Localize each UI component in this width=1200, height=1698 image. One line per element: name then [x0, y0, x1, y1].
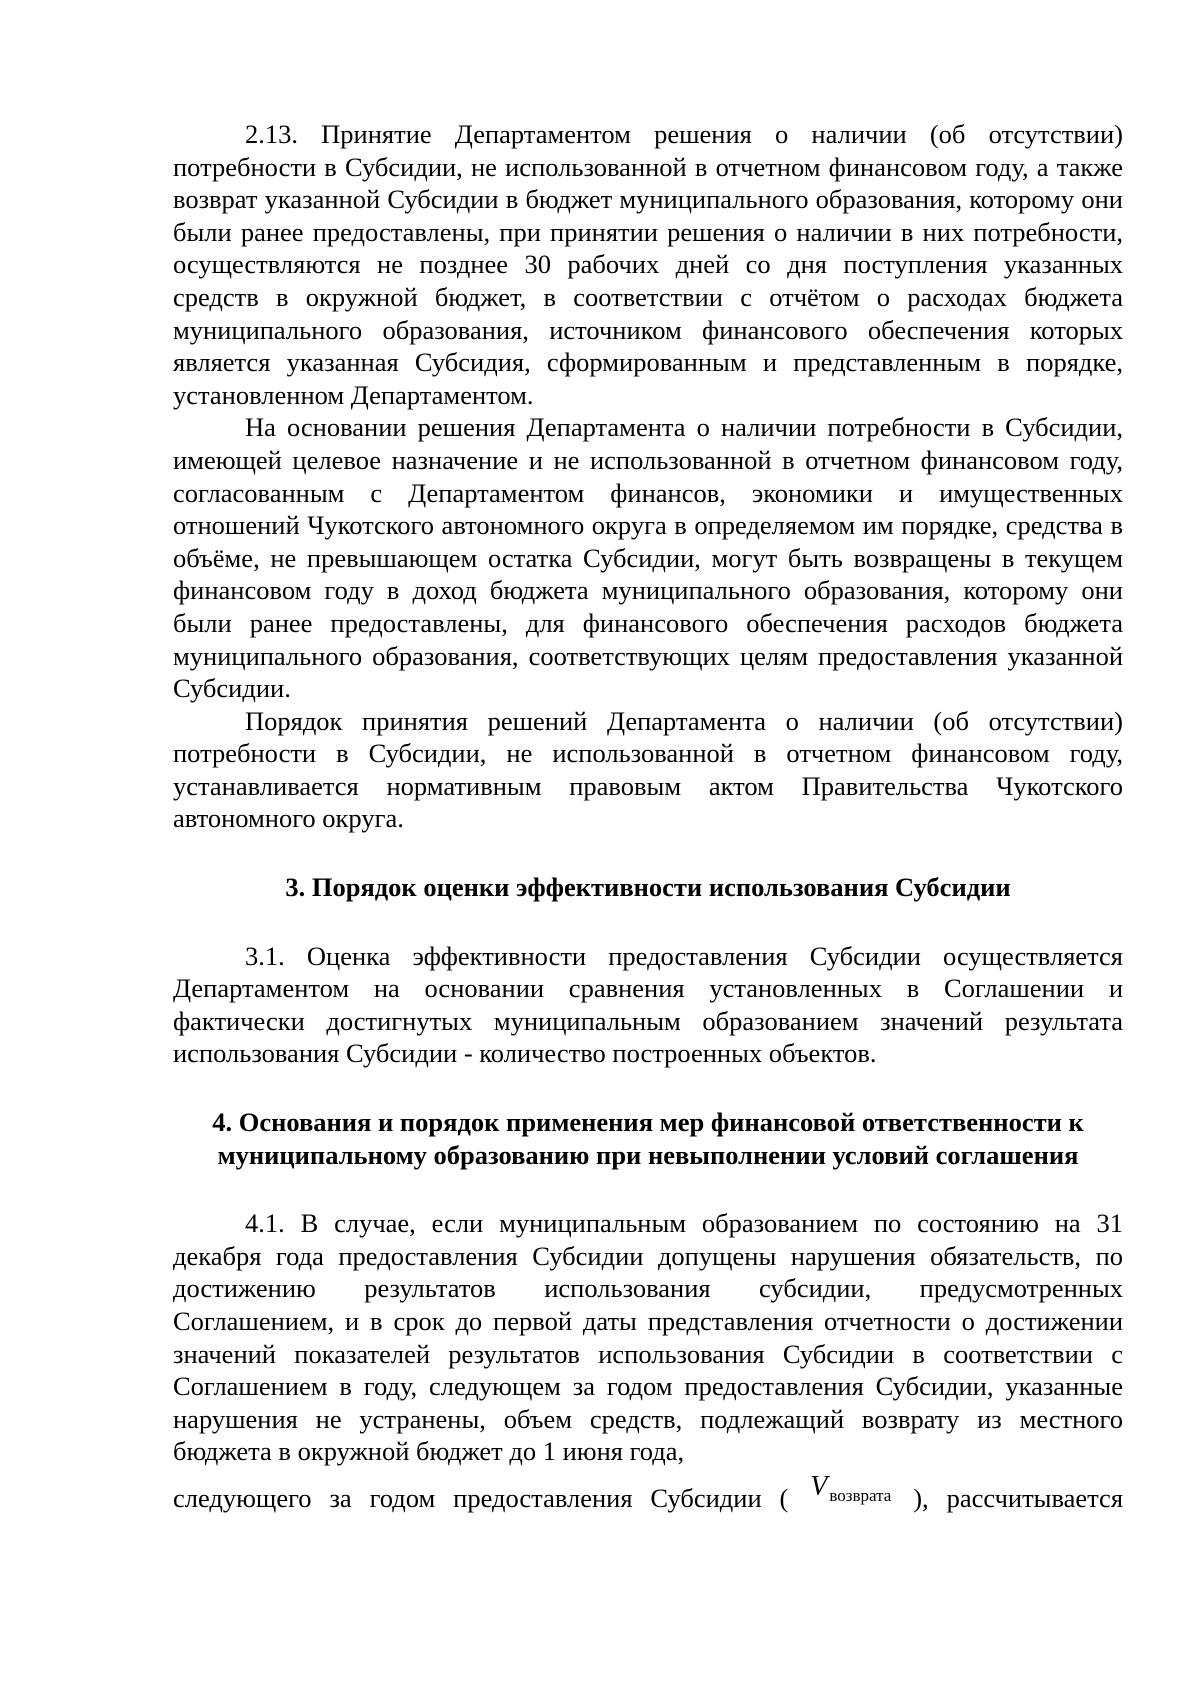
- formula-line-after: ), рассчитывается: [913, 1482, 1124, 1513]
- variable-subscript: возврата: [829, 1485, 892, 1505]
- formula-line-before: следующего за годом предоставления Субсидии (: [173, 1482, 789, 1513]
- variable-symbol: V: [810, 1470, 828, 1502]
- section-4-heading: 4. Основания и порядок применения мер финансовой ответственности к муниципальному образованию при невыполнении условий соглашения: [212, 1107, 1084, 1170]
- section-3-heading: 3. Порядок оценки эффективности использования Субсидии: [285, 872, 1011, 903]
- paragraph-3-1: 3.1. Оценка эффективности предоставления Субсидии осуществляется Департаментом на основании сравнения установленных в Соглашении и фактически достигнутых муниципальным образованием значений результата использования Субсидии - количество построенных объектов.: [173, 940, 1123, 1069]
- paragraph-4-1: 4.1. В случае, если муниципальным образованием по состоянию на 31 декабря года предоставления Субсидии допущены нарушения обязательств, по достижению результатов использования субсидии, предусмотренных Соглашением, и в срок до первой даты представления отчетности о достижении значений показателей результатов использования Субсидии в соответствии с Соглашением в году, следующем за годом предоставления Субсидии, указанные нарушения не устранены, объем средств, подлежащий возврату из местного бюджета в окружной бюджет до 1 июня года,: [173, 1208, 1123, 1467]
- paragraph-decision-procedure: Порядок принятия решений Департамента о наличии (об отсутствии) потребности в Субсидии, не использованной в отчетном финансовом году, устанавливается нормативным правовым актом Правительства Чукотского автономного округа.: [173, 705, 1123, 834]
- document-page: [173, 118, 1123, 1519]
- v-return-variable: [806, 1470, 895, 1519]
- paragraph-2-13: 2.13. Принятие Департаментом решения о наличии (об отсутствии) потребности в Субсидии, не использованной в отчетном финансовом году, а также возврат указанной Субсидии в бюджет муниципального образования, которому они были ранее предоставлены, при принятии решения о наличии в них потребности, осуществляются не позднее 30 рабочих дней со дня поступления указанных средств в окружной бюджет, в соответствии с отчётом о расходах бюджета муниципального образования, источником финансового обеспечения которых является указанная Субсидия, сформированным и представленным в порядке, установленном Департаментом.: [173, 119, 1123, 410]
- formula-line: [173, 1470, 1124, 1519]
- paragraph-subsidy-return: На основании решения Департамента о наличии потребности в Субсидии, имеющей целевое назначение и не использованной в отчетном финансовом году, согласованным с Департаментом финансов, экономики и имущественных отношений Чукотского автономного округа в определяемом им порядке, средства в объёме, не превышающем остатка Субсидии, могут быть возвращены в текущем финансовом году в доход бюджета муниципального образования, которому они были ранее предоставлены, для финансового обеспечения расходов бюджета муниципального образования, соответствующих целям предоставления указанной Субсидии.: [173, 412, 1123, 704]
